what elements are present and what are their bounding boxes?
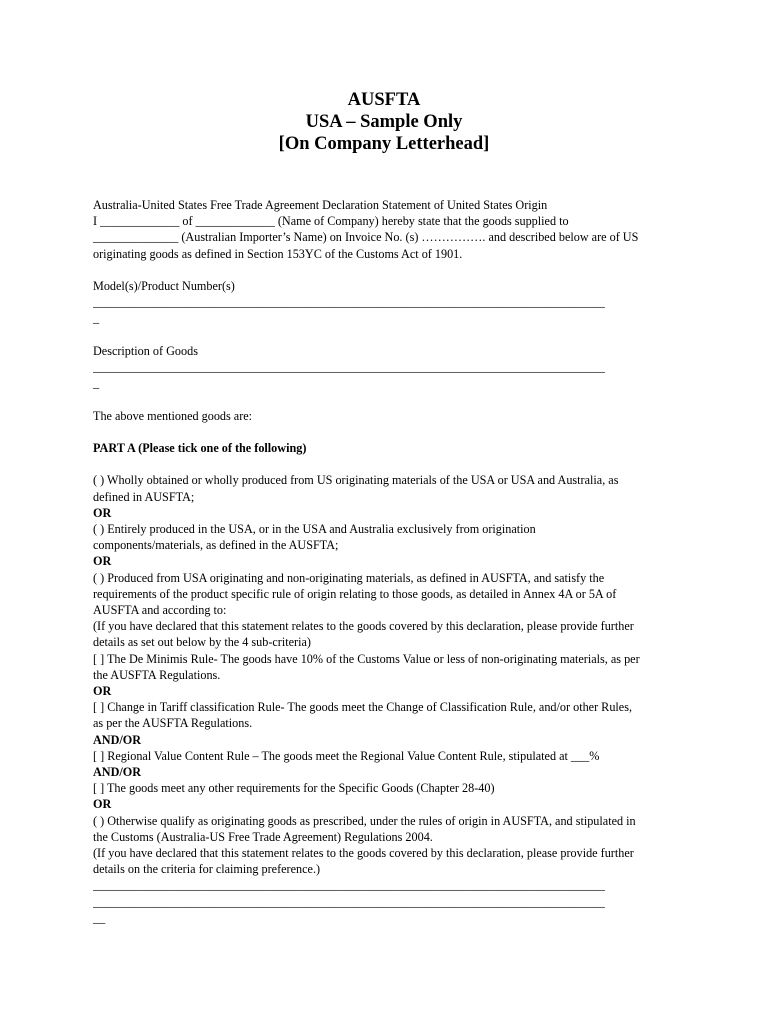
or-separator: OR bbox=[93, 684, 112, 699]
or-separator: OR bbox=[93, 554, 112, 569]
part-a-heading: PART A (Please tick one of the following) bbox=[93, 440, 307, 455]
option-otherwise-qualify: ( ) Otherwise qualify as originating goods as prescribed, under the rules of origin in AUSFTA, and stipulated in bbox=[93, 813, 636, 828]
option-non-originating-cont: AUSFTA and according to: bbox=[93, 603, 227, 617]
title-sample-only: USA – Sample Only bbox=[305, 112, 463, 132]
criterion-de-minimis: [ ] The De Minimis Rule- The goods have 10% of the Customs Value or less of non-originating materials, as per bbox=[93, 651, 640, 666]
description-fill-line: ____________________________________________________________________________________ bbox=[93, 360, 605, 374]
and-or-separator: AND/OR bbox=[93, 765, 142, 780]
criterion-tariff-change: [ ] Change in Tariff classification Rule- The goods meet the Change of Classification Rule, and/or other Rules, bbox=[93, 700, 632, 715]
intro-text: The above mentioned goods are: bbox=[93, 408, 253, 423]
criterion-de-minimis-cont: the AUSFTA Regulations. bbox=[93, 667, 221, 682]
criterion-regional-value: [ ] Regional Value Content Rule – The goods meet the Regional Value Content Rule, stipulated at ___% bbox=[93, 748, 600, 763]
model-label: Model(s)/Product Number(s) bbox=[93, 279, 235, 293]
declaration-line-3: originating goods as defined in Section 153YC of the Customs Act of 1901. bbox=[93, 246, 463, 261]
criterion-tariff-change-cont: as per the AUSFTA Regulations. bbox=[93, 716, 253, 731]
or-separator: OR bbox=[93, 797, 112, 812]
preference-note: (If you have declared that this statement relates to the goods covered by this declaration, please provide further bbox=[93, 846, 634, 861]
title-ausfta: AUSFTA bbox=[347, 90, 421, 110]
option-non-originating: ( ) Produced from USA originating and non-originating materials, as defined in AUSFTA, and satisfy the bbox=[93, 570, 605, 585]
description-label: Description of Goods bbox=[93, 343, 198, 358]
description-fill-tail: _ bbox=[93, 376, 100, 391]
preference-note-cont: details on the criteria for claiming preference.) bbox=[93, 862, 321, 877]
title-letterhead: [On Company Letterhead] bbox=[278, 134, 490, 154]
declaration-heading: Australia-United States Free Trade Agreement Declaration Statement of United States Origin bbox=[93, 198, 548, 212]
model-fill-line: ____________________________________________________________________________________ bbox=[93, 295, 605, 310]
document-body bbox=[93, 197, 678, 926]
option-entirely-produced: ( ) Entirely produced in the USA, or in the USA and Australia exclusively from origination bbox=[93, 521, 536, 536]
sub-criteria-note: (If you have declared that this statement relates to the goods covered by this declaration, please provide further bbox=[93, 619, 634, 634]
option-wholly-obtained: ( ) Wholly obtained or wholly produced from US originating materials of the USA or USA and Australia, as bbox=[93, 473, 619, 488]
or-separator: OR bbox=[93, 505, 112, 520]
details-fill-line-2: ____________________________________________________________________________________ bbox=[93, 894, 605, 909]
model-fill-tail: _ bbox=[93, 311, 100, 326]
and-or-separator: AND/OR bbox=[93, 732, 142, 747]
details-fill-tail: __ bbox=[93, 910, 106, 925]
sub-criteria-note-cont: details as set out below by the 4 sub-criteria) bbox=[93, 635, 311, 650]
option-entirely-produced-cont: components/materials, as defined in the AUSFTA; bbox=[93, 538, 339, 553]
declaration-line-2: ______________ (Australian Importer’s Name) on Invoice No. (s) ……………. and described below are of US bbox=[93, 230, 639, 245]
letterhead-title bbox=[0, 89, 768, 155]
criterion-specific-goods: [ ] The goods meet any other requirements for the Specific Goods (Chapter 28-40) bbox=[93, 781, 495, 796]
declaration-line-1: I _____________ of _____________ (Name of Company) hereby state that the goods supplied to bbox=[93, 214, 569, 229]
details-fill-line-1: ____________________________________________________________________________________ bbox=[93, 878, 605, 893]
option-wholly-obtained-cont: defined in AUSFTA; bbox=[93, 489, 195, 504]
option-otherwise-qualify-cont: the Customs (Australia-US Free Trade Agreement) Regulations 2004. bbox=[93, 829, 433, 844]
option-non-originating-cont: requirements of the product specific rule of origin relating to those goods, as detailed in Annex 4A or 5A of bbox=[93, 586, 617, 601]
